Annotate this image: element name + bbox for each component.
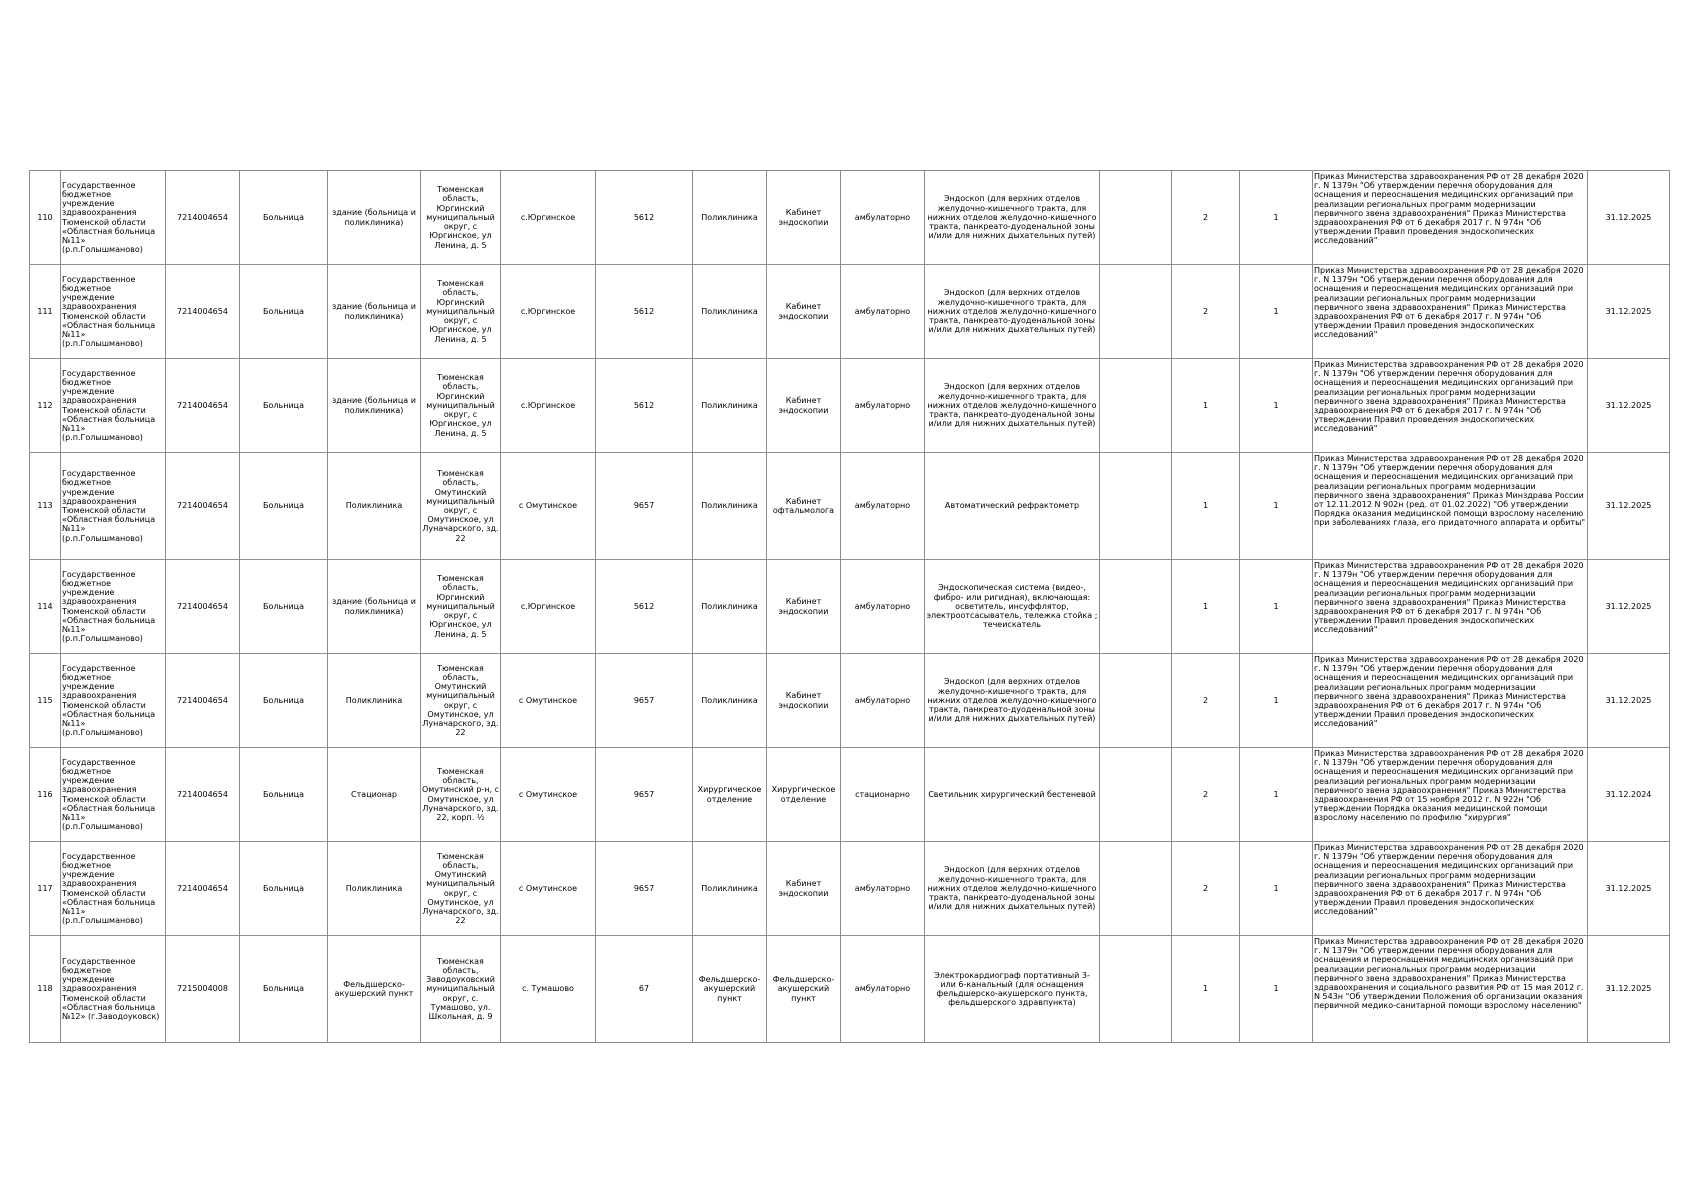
quantity-cell: 2	[1172, 842, 1240, 936]
inn-cell: 7214004654	[166, 265, 240, 359]
division-cell: Фельдшерско-акушерский пункт	[693, 936, 767, 1043]
building-cell: здание (больница и поликлиника)	[328, 560, 421, 654]
locality-cell: с.Юргинское	[501, 560, 596, 654]
quantity-required-cell: 1	[1240, 453, 1313, 560]
population-cell: 5612	[596, 359, 693, 453]
division-cell: Поликлиника	[693, 265, 767, 359]
empty-cell	[1100, 359, 1172, 453]
locality-cell: с Омутинское	[501, 453, 596, 560]
quantity-required-cell: 1	[1240, 936, 1313, 1043]
quantity-cell: 1	[1172, 359, 1240, 453]
locality-cell: с. Тумашово	[501, 936, 596, 1043]
deadline-date-cell: 31.12.2024	[1588, 748, 1670, 842]
room-cell: Кабинет эндоскопии	[767, 265, 841, 359]
equipment-cell: Электрокардиограф портативный 3- или 6-канальный (для оснащения фельдшерско-акушерского пункта, фельдшерского здравпункта)	[925, 936, 1100, 1043]
quantity-required-cell: 1	[1240, 359, 1313, 453]
quantity-required-cell: 1	[1240, 560, 1313, 654]
room-cell: Кабинет эндоскопии	[767, 171, 841, 265]
equipment-cell: Эндоскоп (для верхних отделов желудочно-кишечного тракта, для нижних отделов желудочно-кишечного тракта, панкреато-дуоденальной зоны и/или для нижних дыхательных путей)	[925, 654, 1100, 748]
address-cell: Тюменская область, Омутинский р-н, с Омутинское, ул Луначарского, зд. 22, корп. ½	[421, 748, 501, 842]
division-cell: Поликлиника	[693, 654, 767, 748]
care-mode-cell: амбулаторно	[841, 359, 925, 453]
quantity-required-cell: 1	[1240, 748, 1313, 842]
building-cell: здание (больница и поликлиника)	[328, 265, 421, 359]
empty-cell	[1100, 654, 1172, 748]
room-cell: Хирургическое отделение	[767, 748, 841, 842]
division-cell: Поликлиника	[693, 560, 767, 654]
room-cell: Кабинет эндоскопии	[767, 842, 841, 936]
quantity-cell: 1	[1172, 560, 1240, 654]
organization-cell: Государственное бюджетное учреждение здравоохранения Тюменской области «Областная больница №11» (р.п.Голышманово)	[61, 359, 166, 453]
empty-cell	[1100, 265, 1172, 359]
legal-basis-cell: Приказ Министерства здравоохранения РФ от 28 декабря 2020 г. N 1379н "Об утверждении перечня оборудования для оснащения и переоснащения медицинских организаций при реализации региональных программ модернизации первичного звена здравоохранения" Приказ Министерства здравоохранения РФ от 6 декабря 2017 г. N 974н "Об утверждении Правил проведения эндоскопических исследований"	[1313, 842, 1588, 936]
legal-basis-cell: Приказ Министерства здравоохранения РФ от 28 декабря 2020 г. N 1379н "Об утверждении перечня оборудования для оснащения и переоснащения медицинских организаций при реализации региональных программ модернизации первичного звена здравоохранения" Приказ Министерства здравоохранения РФ от 6 декабря 2017 г. N 974н "Об утверждении Правил проведения эндоскопических исследований"	[1313, 560, 1588, 654]
inn-cell: 7214004654	[166, 748, 240, 842]
row-number-cell: 112	[30, 359, 61, 453]
deadline-date-cell: 31.12.2025	[1588, 654, 1670, 748]
row-number-cell: 117	[30, 842, 61, 936]
quantity-cell: 2	[1172, 265, 1240, 359]
organization-cell: Государственное бюджетное учреждение здравоохранения Тюменской области «Областная больница №11» (р.п.Голышманово)	[61, 265, 166, 359]
organization-cell: Государственное бюджетное учреждение здравоохранения Тюменской области «Областная больница №11» (р.п.Голышманово)	[61, 453, 166, 560]
facility-type-cell: Больница	[240, 359, 328, 453]
legal-basis-cell: Приказ Министерства здравоохранения РФ от 28 декабря 2020 г. N 1379н "Об утверждении перечня оборудования для оснащения и переоснащения медицинских организаций при реализации региональных программ модернизации первичного звена здравоохранения" Приказ Министерства здравоохранения РФ от 15 ноября 2012 г. N 922н "Об утверждении Порядка оказания медицинской помощи взрослому населению по профилю "хирургия"	[1313, 748, 1588, 842]
division-cell: Поликлиника	[693, 171, 767, 265]
population-cell: 9657	[596, 654, 693, 748]
deadline-date-cell: 31.12.2025	[1588, 359, 1670, 453]
division-cell: Хирургическое отделение	[693, 748, 767, 842]
address-cell: Тюменская область, Юргинский муниципальный округ, с Юргинское, ул Ленина, д. 5	[421, 171, 501, 265]
table-row	[30, 359, 1670, 453]
address-cell: Тюменская область, Заводоуковский муниципальный округ, с. Тумашово, ул. Школьная, д. 9	[421, 936, 501, 1043]
equipment-table	[29, 170, 1670, 1043]
population-cell: 67	[596, 936, 693, 1043]
locality-cell: с Омутинское	[501, 748, 596, 842]
organization-cell: Государственное бюджетное учреждение здравоохранения Тюменской области «Областная больница №11» (р.п.Голышманово)	[61, 560, 166, 654]
deadline-date-cell: 31.12.2025	[1588, 171, 1670, 265]
empty-cell	[1100, 842, 1172, 936]
empty-cell	[1100, 453, 1172, 560]
inn-cell: 7214004654	[166, 842, 240, 936]
population-cell: 5612	[596, 171, 693, 265]
legal-basis-cell: Приказ Министерства здравоохранения РФ от 28 декабря 2020 г. N 1379н "Об утверждении перечня оборудования для оснащения и переоснащения медицинских организаций при реализации региональных программ модернизации первичного звена здравоохранения" Приказ Минздрава России от 12.11.2012 N 902н (ред. от 01.02.2022) "Об утверждении Порядка оказания медицинской помощи взрослому населению при заболеваниях глаза, его придаточного аппарата и орбиты"	[1313, 453, 1588, 560]
equipment-cell: Эндоскоп (для верхних отделов желудочно-кишечного тракта, для нижних отделов желудочно-кишечного тракта, панкреато-дуоденальной зоны и/или для нижних дыхательных путей)	[925, 265, 1100, 359]
facility-type-cell: Больница	[240, 654, 328, 748]
building-cell: Поликлиника	[328, 842, 421, 936]
division-cell: Поликлиника	[693, 453, 767, 560]
facility-type-cell: Больница	[240, 936, 328, 1043]
empty-cell	[1100, 936, 1172, 1043]
population-cell: 9657	[596, 453, 693, 560]
locality-cell: с Омутинское	[501, 842, 596, 936]
room-cell: Кабинет эндоскопии	[767, 654, 841, 748]
organization-cell: Государственное бюджетное учреждение здравоохранения Тюменской области «Областная больница №12» (г.Заводоуковск)	[61, 936, 166, 1043]
row-number-cell: 115	[30, 654, 61, 748]
inn-cell: 7215004008	[166, 936, 240, 1043]
row-number-cell: 110	[30, 171, 61, 265]
building-cell: здание (больница и поликлиника)	[328, 359, 421, 453]
table-body	[30, 171, 1670, 1043]
empty-cell	[1100, 171, 1172, 265]
facility-type-cell: Больница	[240, 265, 328, 359]
inn-cell: 7214004654	[166, 359, 240, 453]
care-mode-cell: амбулаторно	[841, 842, 925, 936]
deadline-date-cell: 31.12.2025	[1588, 842, 1670, 936]
care-mode-cell: амбулаторно	[841, 171, 925, 265]
care-mode-cell: амбулаторно	[841, 453, 925, 560]
table-row	[30, 171, 1670, 265]
address-cell: Тюменская область, Омутинский муниципальный округ, с Омутинское, ул Луначарского, зд. 22	[421, 842, 501, 936]
address-cell: Тюменская область, Омутинский муниципальный округ, с Омутинское, ул Луначарского, зд. 22	[421, 654, 501, 748]
address-cell: Тюменская область, Юргинский муниципальный округ, с Юргинское, ул Ленина, д. 5	[421, 359, 501, 453]
building-cell: Поликлиника	[328, 453, 421, 560]
table-row	[30, 265, 1670, 359]
row-number-cell: 116	[30, 748, 61, 842]
care-mode-cell: амбулаторно	[841, 654, 925, 748]
quantity-cell: 1	[1172, 453, 1240, 560]
legal-basis-cell: Приказ Министерства здравоохранения РФ от 28 декабря 2020 г. N 1379н "Об утверждении перечня оборудования для оснащения и переоснащения медицинских организаций при реализации региональных программ модернизации первичного звена здравоохранения" Приказ Министерства здравоохранения РФ от 6 декабря 2017 г. N 974н "Об утверждении Правил проведения эндоскопических исследований"	[1313, 654, 1588, 748]
address-cell: Тюменская область, Юргинский муниципальный округ, с Юргинское, ул Ленина, д. 5	[421, 560, 501, 654]
table-row	[30, 748, 1670, 842]
population-cell: 9657	[596, 748, 693, 842]
table-row	[30, 654, 1670, 748]
building-cell: Поликлиника	[328, 654, 421, 748]
division-cell: Поликлиника	[693, 842, 767, 936]
locality-cell: с.Юргинское	[501, 171, 596, 265]
organization-cell: Государственное бюджетное учреждение здравоохранения Тюменской области «Областная больница №11» (р.п.Голышманово)	[61, 748, 166, 842]
legal-basis-cell: Приказ Министерства здравоохранения РФ от 28 декабря 2020 г. N 1379н "Об утверждении перечня оборудования для оснащения и переоснащения медицинских организаций при реализации региональных программ модернизации первичного звена здравоохранения" Приказ Министерства здравоохранения РФ от 6 декабря 2017 г. N 974н "Об утверждении Правил проведения эндоскопических исследований"	[1313, 171, 1588, 265]
deadline-date-cell: 31.12.2025	[1588, 936, 1670, 1043]
building-cell: Стационар	[328, 748, 421, 842]
organization-cell: Государственное бюджетное учреждение здравоохранения Тюменской области «Областная больница №11» (р.п.Голышманово)	[61, 842, 166, 936]
equipment-cell: Автоматический рефрактометр	[925, 453, 1100, 560]
quantity-cell: 2	[1172, 171, 1240, 265]
legal-basis-cell: Приказ Министерства здравоохранения РФ от 28 декабря 2020 г. N 1379н "Об утверждении перечня оборудования для оснащения и переоснащения медицинских организаций при реализации региональных программ модернизации первичного звена здравоохранения" Приказ Министерства здравоохранения РФ от 6 декабря 2017 г. N 974н "Об утверждении Правил проведения эндоскопических исследований"	[1313, 265, 1588, 359]
inn-cell: 7214004654	[166, 654, 240, 748]
care-mode-cell: амбулаторно	[841, 560, 925, 654]
building-cell: Фельдшерско-акушерский пункт	[328, 936, 421, 1043]
care-mode-cell: стационарно	[841, 748, 925, 842]
facility-type-cell: Больница	[240, 453, 328, 560]
empty-cell	[1100, 748, 1172, 842]
room-cell: Фельдшерско-акушерский пункт	[767, 936, 841, 1043]
locality-cell: с.Юргинское	[501, 359, 596, 453]
division-cell: Поликлиника	[693, 359, 767, 453]
equipment-cell: Эндоскоп (для верхних отделов желудочно-кишечного тракта, для нижних отделов желудочно-кишечного тракта, панкреато-дуоденальной зоны и/или для нижних дыхательных путей)	[925, 171, 1100, 265]
legal-basis-cell: Приказ Министерства здравоохранения РФ от 28 декабря 2020 г. N 1379н "Об утверждении перечня оборудования для оснащения и переоснащения медицинских организаций при реализации региональных программ модернизации первичного звена здравоохранения" Приказ Министерства здравоохранения и социального развития РФ от 15 мая 2012 г. N 543н "Об утверждении Положения об организации оказания первичной медико-санитарной помощи взрослому населению"	[1313, 936, 1588, 1043]
inn-cell: 7214004654	[166, 171, 240, 265]
facility-type-cell: Больница	[240, 560, 328, 654]
care-mode-cell: амбулаторно	[841, 936, 925, 1043]
row-number-cell: 118	[30, 936, 61, 1043]
address-cell: Тюменская область, Юргинский муниципальный округ, с Юргинское, ул Ленина, д. 5	[421, 265, 501, 359]
room-cell: Кабинет офтальмолога	[767, 453, 841, 560]
quantity-required-cell: 1	[1240, 265, 1313, 359]
equipment-cell: Эндоскопическая система (видео-, фибро- или ригидная), включающая: осветитель, инсуффлятор, электроотсасыватель, тележка стойка ; течеискатель	[925, 560, 1100, 654]
table-row	[30, 560, 1670, 654]
quantity-required-cell: 1	[1240, 842, 1313, 936]
quantity-required-cell: 1	[1240, 171, 1313, 265]
organization-cell: Государственное бюджетное учреждение здравоохранения Тюменской области «Областная больница №11» (р.п.Голышманово)	[61, 654, 166, 748]
quantity-cell: 1	[1172, 936, 1240, 1043]
deadline-date-cell: 31.12.2025	[1588, 265, 1670, 359]
facility-type-cell: Больница	[240, 842, 328, 936]
deadline-date-cell: 31.12.2025	[1588, 453, 1670, 560]
address-cell: Тюменская область, Омутинский муниципальный округ, с Омутинское, ул Луначарского, зд. 22	[421, 453, 501, 560]
inn-cell: 7214004654	[166, 560, 240, 654]
quantity-required-cell: 1	[1240, 654, 1313, 748]
table-row	[30, 842, 1670, 936]
quantity-cell: 2	[1172, 748, 1240, 842]
table-row	[30, 936, 1670, 1043]
equipment-cell: Эндоскоп (для верхних отделов желудочно-кишечного тракта, для нижних отделов желудочно-кишечного тракта, панкреато-дуоденальной зоны и/или для нижних дыхательных путей)	[925, 359, 1100, 453]
equipment-cell: Эндоскоп (для верхних отделов желудочно-кишечного тракта, для нижних отделов желудочно-кишечного тракта, панкреато-дуоденальной зоны и/или для нижних дыхательных путей)	[925, 842, 1100, 936]
population-cell: 5612	[596, 560, 693, 654]
quantity-cell: 2	[1172, 654, 1240, 748]
building-cell: здание (больница и поликлиника)	[328, 171, 421, 265]
legal-basis-cell: Приказ Министерства здравоохранения РФ от 28 декабря 2020 г. N 1379н "Об утверждении перечня оборудования для оснащения и переоснащения медицинских организаций при реализации региональных программ модернизации первичного звена здравоохранения" Приказ Министерства здравоохранения РФ от 6 декабря 2017 г. N 974н "Об утверждении Правил проведения эндоскопических исследований"	[1313, 359, 1588, 453]
inn-cell: 7214004654	[166, 453, 240, 560]
empty-cell	[1100, 560, 1172, 654]
row-number-cell: 111	[30, 265, 61, 359]
organization-cell: Государственное бюджетное учреждение здравоохранения Тюменской области «Областная больница №11» (р.п.Голышманово)	[61, 171, 166, 265]
facility-type-cell: Больница	[240, 748, 328, 842]
equipment-cell: Светильник хирургический бестеневой	[925, 748, 1100, 842]
locality-cell: с.Юргинское	[501, 265, 596, 359]
population-cell: 5612	[596, 265, 693, 359]
room-cell: Кабинет эндоскопии	[767, 359, 841, 453]
table-row	[30, 453, 1670, 560]
facility-type-cell: Больница	[240, 171, 328, 265]
row-number-cell: 114	[30, 560, 61, 654]
row-number-cell: 113	[30, 453, 61, 560]
deadline-date-cell: 31.12.2025	[1588, 560, 1670, 654]
population-cell: 9657	[596, 842, 693, 936]
locality-cell: с Омутинское	[501, 654, 596, 748]
room-cell: Кабинет эндоскопии	[767, 560, 841, 654]
care-mode-cell: амбулаторно	[841, 265, 925, 359]
